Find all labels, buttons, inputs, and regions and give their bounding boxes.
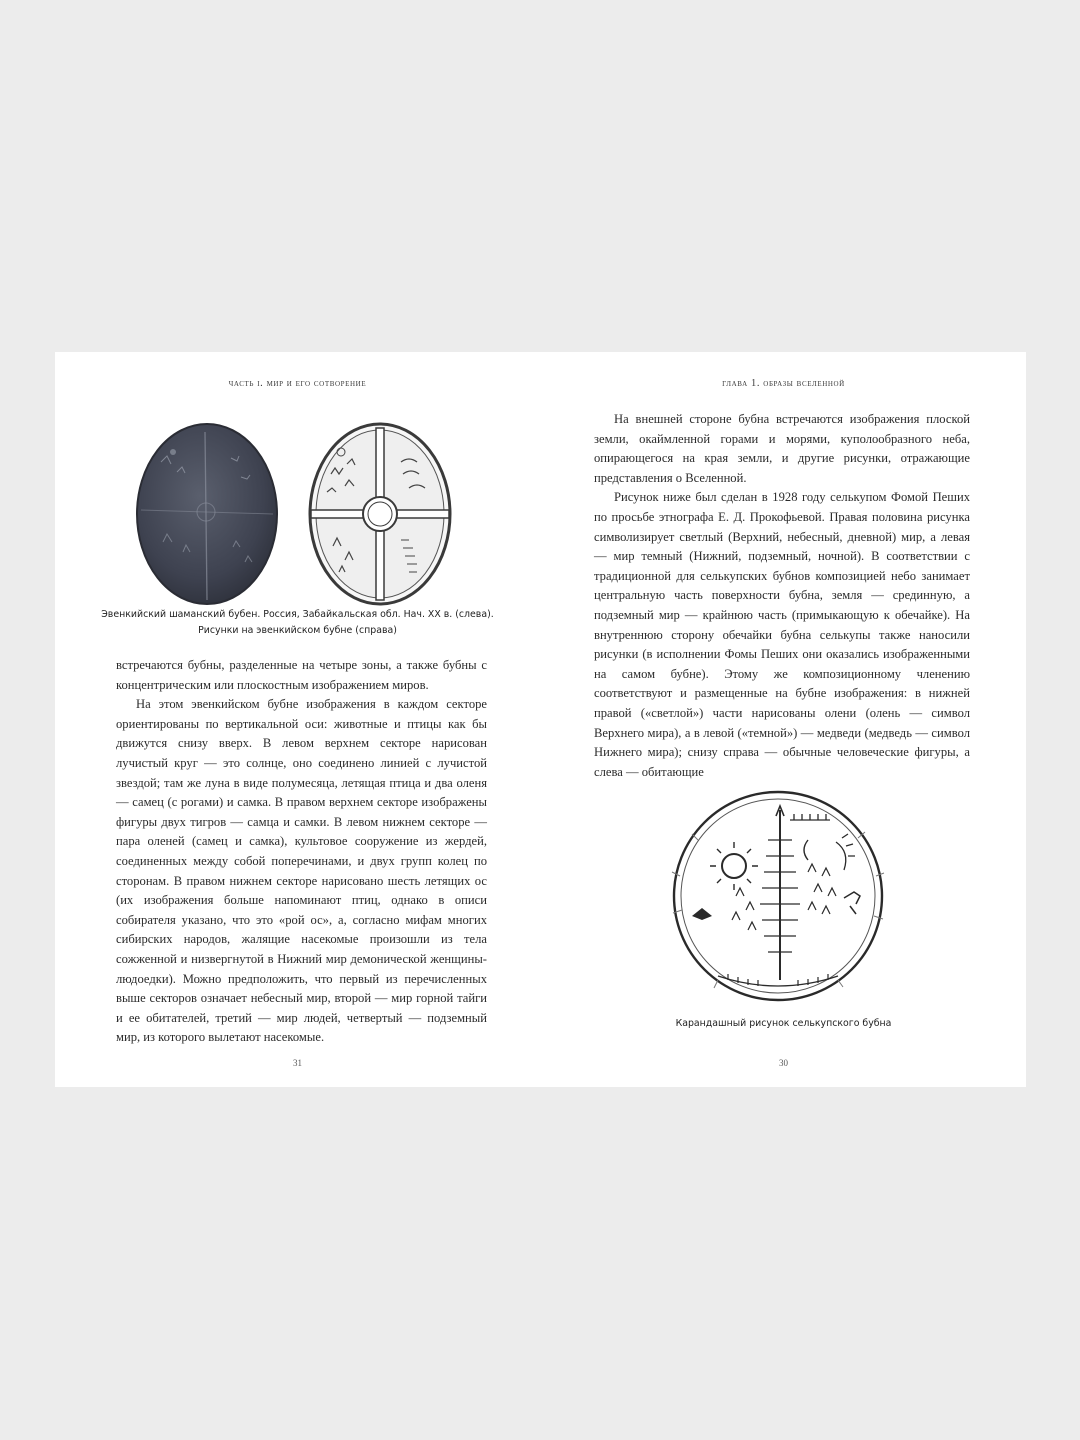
right-page-number: 30	[779, 1058, 788, 1068]
book-spread	[55, 352, 1026, 1087]
paragraph: На внешней стороне бубна встречаются изображения плоской земли, окаймленной горами и морями, куполообразного неба, опирающегося на края земли, и другие рисунки, отражающие представления о Вселенной.	[594, 412, 970, 485]
paragraph: На этом эвенкийском бубне изображения в каждом секторе ориентированы по вертикальной оси: животные и птицы как бы движутся снизу вверх. В левом верхнем секторе нарисован лучистый круг — это солнце, оно соединено линией с лучистой звездой; там же луна в виде полумесяца, летящая птица и два оленя — самец (с рогами) и самка. В правом верхнем секторе изображены фигуры двух тигров — самца и самки. В левом нижнем секторе — пара оленей (самец и самка), культовое сооружение из жердей, соединенных между собой поперечинами, и двух групп колец по сторонам. В правом нижнем секторе нарисовано шесть летящих ос (их изображения больше напоминают птиц, однако в описи собирателя указано, что это «рой ос», а, согласно мифам многих сибирских народов, жалящие насекомые произошли из тела сожженной и низвергнутой в Нижний мир демонической женщины-людоедки). Можно предположить, что первый из перечисленных выше секторов означает небесный мир, второй — мир горной тайги и ее обитателей, третий — мир людей, четвертый — подземный мир, из которого вылетают насекомые.	[116, 697, 487, 1045]
caption-line-1: Эвенкийский шаманский бубен. Россия, Забайкальская обл. Нач. XX в. (слева).	[101, 609, 494, 620]
caption-line-2: Рисунки на эвенкийском бубне (справа)	[198, 625, 397, 636]
left-figure-caption	[95, 607, 500, 639]
paragraph: встречаются бубны, разделенные на четыре зоны, а также бубны с концентрическим или плоскостным изображением миров.	[116, 658, 487, 692]
right-running-head: глава 1. образы вселенной	[722, 378, 845, 389]
right-body-text	[594, 410, 970, 782]
left-page	[55, 352, 540, 1087]
left-page-number: 31	[293, 1058, 302, 1068]
paragraph: Рисунок ниже был сделан в 1928 году селькупом Фомой Пеших по просьбе этнографа Е. Д. Прокофьевой. Правая половина рисунка символизирует светлый (Верхний, небесный, дневной) мир, а левая — мир темный (Нижний, подземный, ночной). В соответствии с традиционной для селькупских бубнов композицией небо занимает центральную часть поверхности бубна, земля — срединную, а подземный мир — крайнюю часть (примыкающую к обечайке). На внутреннюю сторону обечайки бубна селькупы также наносили рисунки (в исполнении Фомы Пеших они оказались изображенными на самом бубне). Этому же композиционному членению соответствуют и размещенные на бубне изображения: в нижней правой («светлой») части нарисованы олени (олень — символ Верхнего мира), а в левой («темной») — медведи (медведь — символ Нижнего мира); снизу справа — обычные человеческие фигуры, а слева — обитающие	[594, 490, 970, 779]
selkup-drum-drawing	[658, 780, 898, 1012]
left-running-head: часть i. мир и его сотворение	[228, 378, 367, 389]
right-figure-caption: Карандашный рисунок селькупского бубна	[675, 1018, 892, 1029]
right-page	[541, 352, 1026, 1087]
evenki-drum-figures	[133, 422, 453, 608]
left-body-text	[116, 656, 487, 1048]
evenki-drum-photo	[133, 422, 283, 608]
evenki-drum-scheme	[305, 422, 455, 608]
